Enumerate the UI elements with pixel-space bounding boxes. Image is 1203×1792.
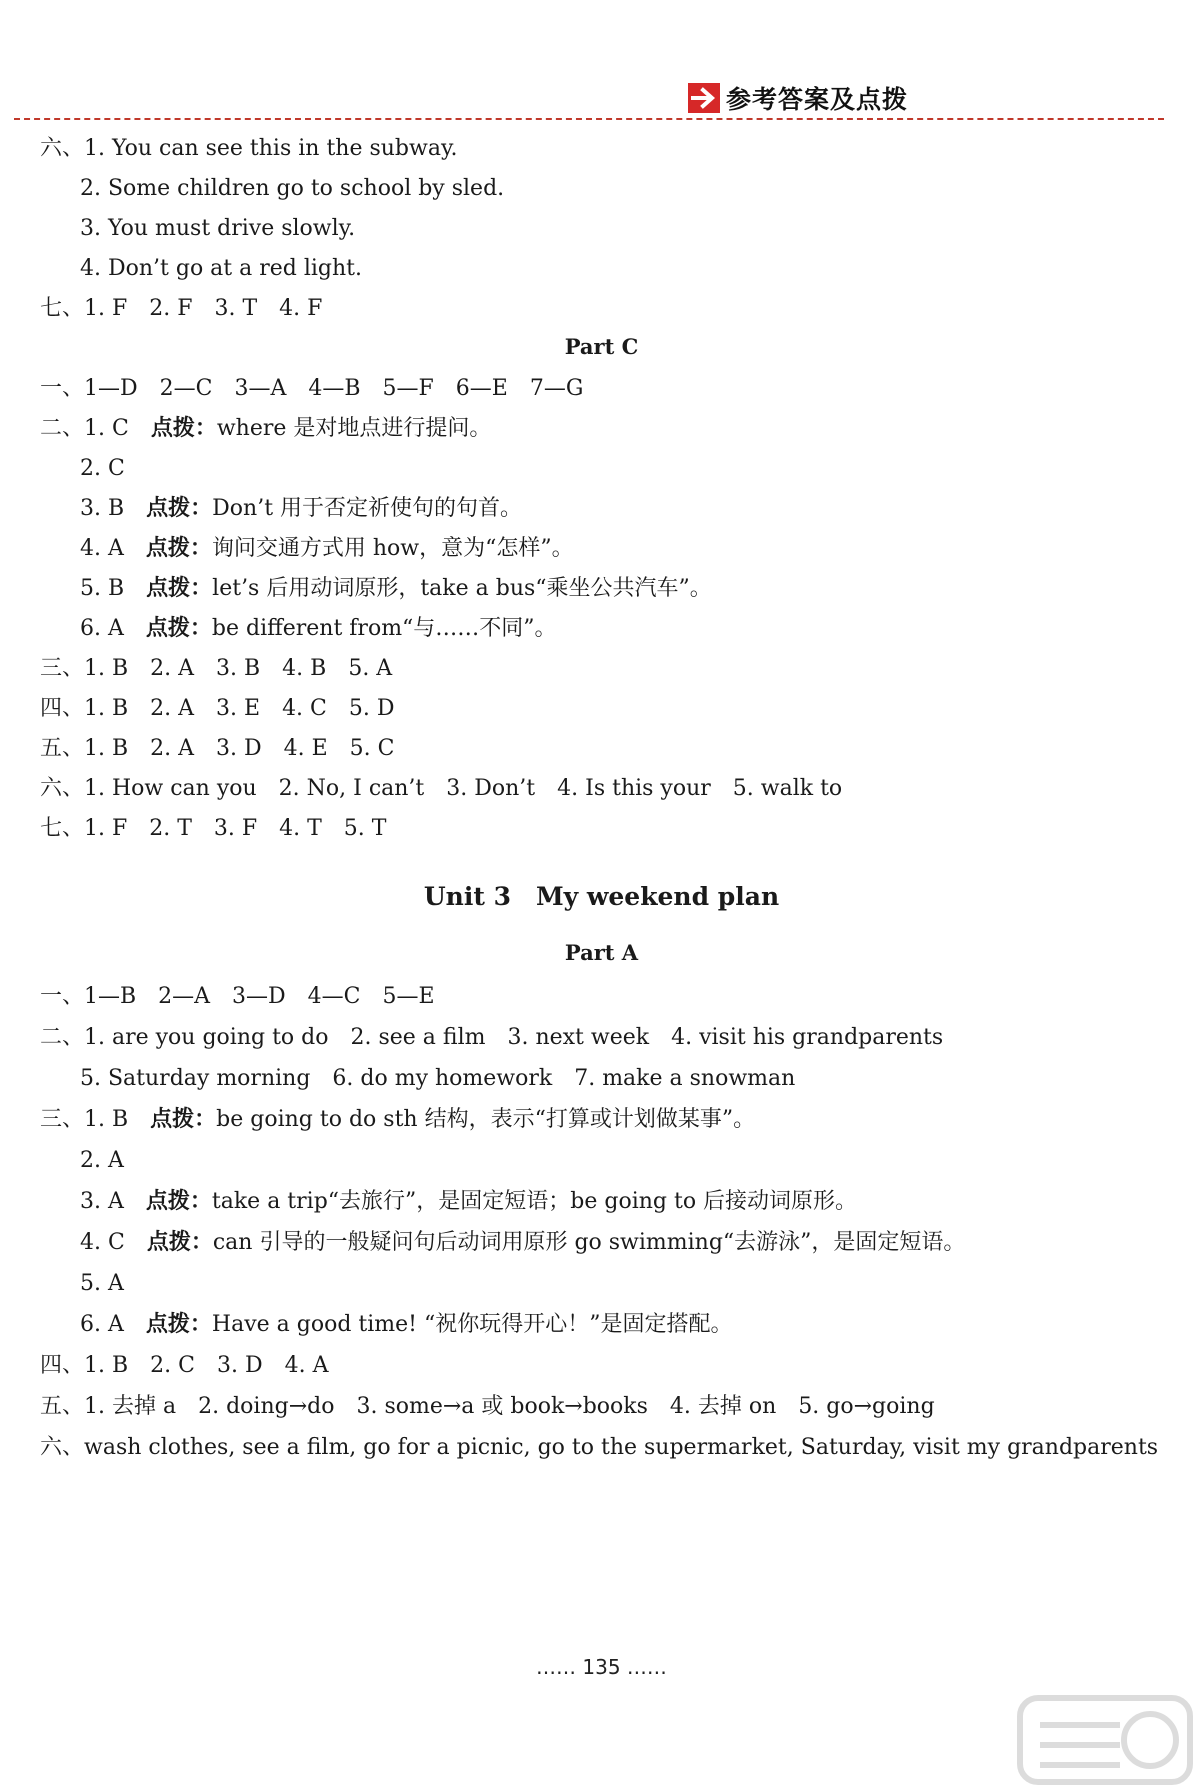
answer-line: 5. A (80, 1271, 124, 1296)
answer-line-with-tip (80, 1310, 732, 1340)
tip-text: be going to do sth 结构，表示“打算或计划做某事”。 (216, 1107, 756, 1132)
tip-label: 点拨： (150, 416, 217, 441)
answer-line-with-tip (80, 574, 712, 604)
answer-line: 四、1. B 2. A 3. E 4. C 5. D (40, 696, 395, 721)
answer-line: 七、1. F 2. T 3. F 4. T 5. T (40, 816, 387, 841)
section-heading-part-a: Part A (564, 940, 639, 965)
answer-line: 六、wash clothes, see a film, go for a picnic, go to the supermarket, Saturday, visit my grandparents (40, 1435, 1159, 1460)
answer-prefix: 4. C (80, 1230, 147, 1255)
answer-prefix: 三、1. B (40, 1107, 151, 1132)
header-title-group (688, 78, 908, 118)
answer-prefix: 3. A (80, 1189, 146, 1214)
unit-title: Unit 3 My weekend plan (423, 882, 780, 911)
answer-line: 四、1. B 2. C 3. D 4. A (40, 1353, 329, 1378)
answer-line: 五、1. 去掉 a 2. doing→do 3. some→a 或 book→books 4. 去掉 on 5. go→going (40, 1394, 935, 1419)
answer-line: 4. Don’t go at a red light. (80, 256, 363, 281)
tip-label: 点拨： (150, 1107, 217, 1132)
tip-label: 点拨： (145, 536, 212, 561)
answer-line-with-tip (80, 494, 522, 524)
tip-label: 点拨： (145, 616, 212, 641)
tip-text: where 是对地点进行提问。 (216, 416, 492, 441)
answer-line: 三、1. B 2. A 3. B 4. B 5. A (40, 656, 393, 681)
answer-line-with-tip (80, 534, 574, 564)
answer-prefix: 6. A (80, 616, 146, 641)
answer-line: 七、1. F 2. F 3. T 4. F (40, 296, 323, 321)
section-heading-part-c: Part C (564, 334, 639, 359)
page-number: …… 135 …… (536, 1655, 667, 1679)
answer-prefix: 4. A (80, 536, 146, 561)
answer-line-with-tip (80, 1228, 965, 1258)
watermark-logo (1010, 1690, 1200, 1790)
answer-line-with-tip (80, 1187, 857, 1217)
tip-text: 询问交通方式用 how，意为“怎样”。 (211, 536, 574, 561)
tip-text: Don’t 用于否定祈使句的句首。 (212, 496, 523, 521)
answer-line-with-tip (40, 1105, 755, 1135)
answer-line: 2. A (80, 1148, 124, 1173)
header-divider (14, 118, 1164, 120)
tip-text: Have a good time! “祝你玩得开心！”是固定搭配。 (211, 1312, 733, 1337)
tip-text: can 引导的一般疑问句后动词用原形 go swimming“去游泳”，是固定短语。 (212, 1230, 966, 1255)
tip-text: let’s 后用动词原形，take a bus“乘坐公共汽车”。 (212, 576, 712, 601)
answer-line: 2. C (80, 456, 125, 481)
answer-prefix: 3. B (80, 496, 147, 521)
answer-prefix: 5. B (80, 576, 147, 601)
tip-text: take a trip“去旅行”，是固定短语；be going to 后接动词原形。 (211, 1189, 858, 1214)
answer-line-with-tip (40, 414, 491, 444)
answer-line: 3. You must drive slowly. (80, 216, 356, 241)
answer-prefix: 二、1. C (40, 416, 151, 441)
answer-line: 一、1—D 2—C 3—A 4—B 5—F 6—E 7—G (40, 376, 584, 401)
answer-line: 二、1. are you going to do 2. see a film 3. next week 4. visit his grandparents (40, 1025, 944, 1050)
page-header (0, 78, 1203, 128)
answer-line: 5. Saturday morning 6. do my homework 7. make a snowman (80, 1066, 796, 1091)
answer-prefix: 6. A (80, 1312, 146, 1337)
tip-label: 点拨： (146, 576, 213, 601)
tip-label: 点拨： (146, 1230, 213, 1255)
answer-line: 2. Some children go to school by sled. (80, 176, 505, 201)
tip-label: 点拨： (145, 1189, 212, 1214)
answer-line-with-tip (80, 614, 557, 644)
header-title: 参考答案及点拨 (726, 85, 909, 114)
answer-line: 六、1. How can you 2. No, I can’t 3. Don’t 4. Is this your 5. walk to (40, 776, 843, 801)
tip-label: 点拨： (145, 1312, 212, 1337)
answer-line: 六、1. You can see this in the subway. (40, 136, 458, 161)
answer-line: 五、1. B 2. A 3. D 4. E 5. C (40, 736, 395, 761)
arrow-right-icon (688, 83, 720, 113)
answer-line: 一、1—B 2—A 3—D 4—C 5—E (40, 984, 435, 1009)
tip-text: be different from“与……不同”。 (211, 616, 557, 641)
tip-label: 点拨： (146, 496, 213, 521)
